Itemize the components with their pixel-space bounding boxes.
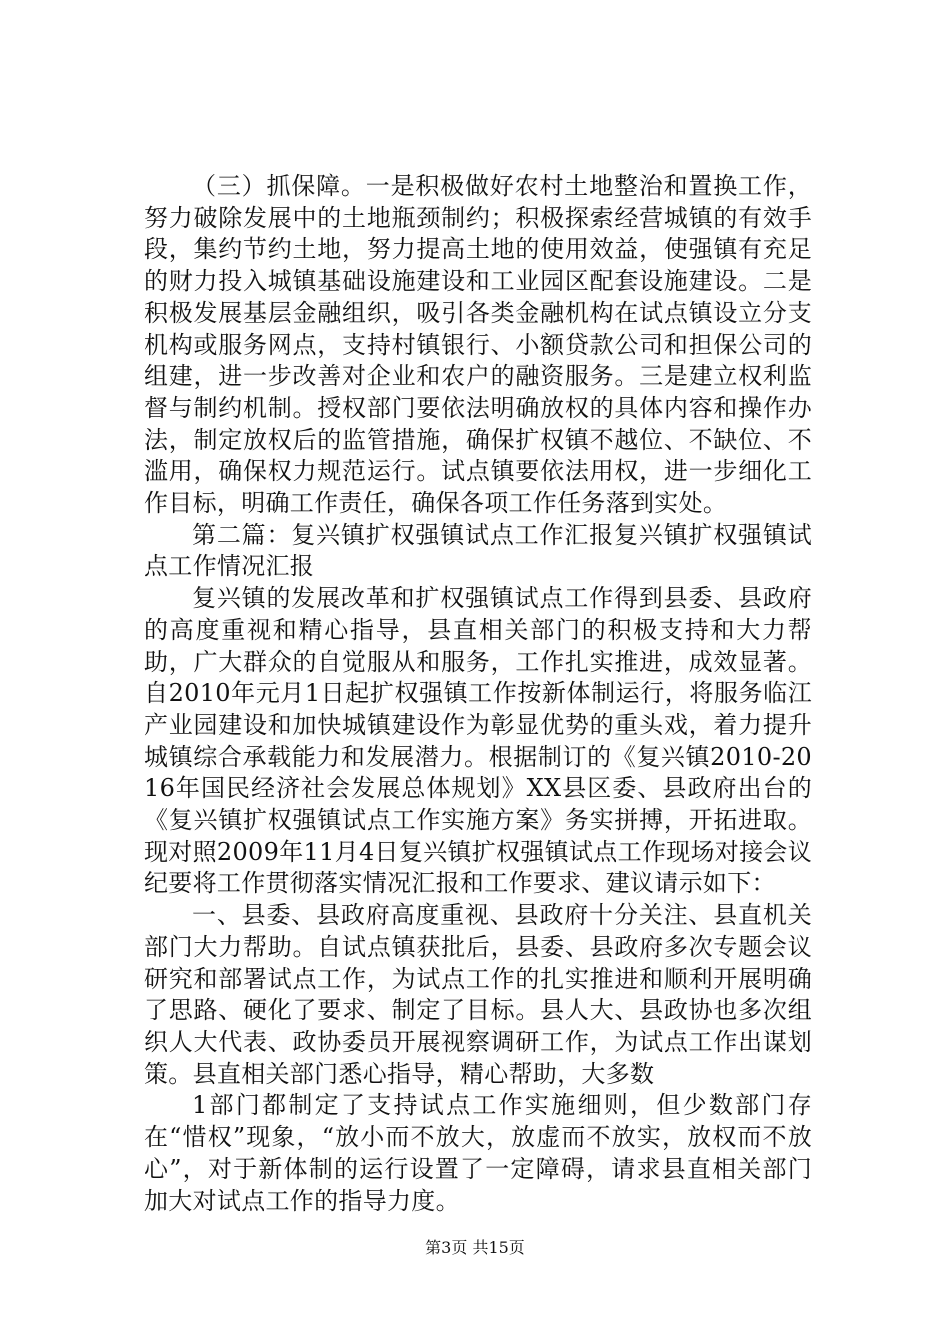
paragraph-guarantee-measures: （三）抓保障。一是积极做好农村土地整治和置换工作，努力破除发展中的土地瓶颈制约；积极探索经营城镇的有效手段，集约节约土地，努力提高土地的使用效益，使强镇有充足的财力投入城镇基础设施建设和工业园区配套设施建设。二是积极发展基层金融组织，吸引各类金融机构在试点镇设立分支机构或服务网点，支持村镇银行、小额贷款公司和担保公司的组建，进一步改善对企业和农户的融资服务。三是建立权利监督与制约机制。授权部门要依法明确放权的具体内容和操作办法，制定放权后的监管措施，确保扩权镇不越位、不缺位、不滥用，确保权力规范运行。试点镇要依法用权，进一步细化工作目标，明确工作责任，确保各项工作任务落到实处。 bbox=[144, 172, 812, 518]
paragraph-departments: 1部门都制定了支持试点工作实施细则，但少数部门存在“惜权”现象，“放小而不放大，放虚而不放实，放权而不放心”，对于新体制的运行设置了一定障碍，请求县直相关部门加大对试点工作的指导力度。 bbox=[144, 1091, 812, 1215]
paragraph-point-one: 一、县委、县政府高度重视、县政府十分关注、县直机关部门大力帮助。自试点镇获批后，县委、县政府多次专题会议研究和部署试点工作，为试点工作的扎实推进和顺利开展明确了思路、硬化了要求、制定了目标。县人大、县政协也多次组织人大代表、政协委员开展视察调研工作，为试点工作出谋划策。县直相关部门悉心指导，精心帮助，大多数 bbox=[144, 901, 812, 1088]
document-body bbox=[144, 171, 812, 1217]
paragraph-overview: 复兴镇的发展改革和扩权强镇试点工作得到县委、县政府的高度重视和精心指导，县直相关部门的积极支持和大力帮助，广大群众的自觉服从和服务，工作扎实推进，成效显著。自2010年元月1日起扩权强镇工作按新体制运行，将服务临江产业园建设和加快城镇建设作为彰显优势的重头戏，着力提升城镇综合承载能力和发展潜力。根据制订的《复兴镇2010-2016年国民经济社会发展总体规划》XX县区委、县政府出台的《复兴镇扩权强镇试点工作实施方案》务实拼搏，开拓进取。现对照2009年11月4日复兴镇扩权强镇试点工作现场对接会议纪要将工作贯彻落实情况汇报和工作要求、建议请示如下： bbox=[144, 584, 812, 898]
section-heading-part-two: 第二篇：复兴镇扩权强镇试点工作汇报复兴镇扩权强镇试点工作情况汇报 bbox=[144, 520, 812, 581]
page-footer: 第3页 共15页 bbox=[425, 1238, 525, 1257]
